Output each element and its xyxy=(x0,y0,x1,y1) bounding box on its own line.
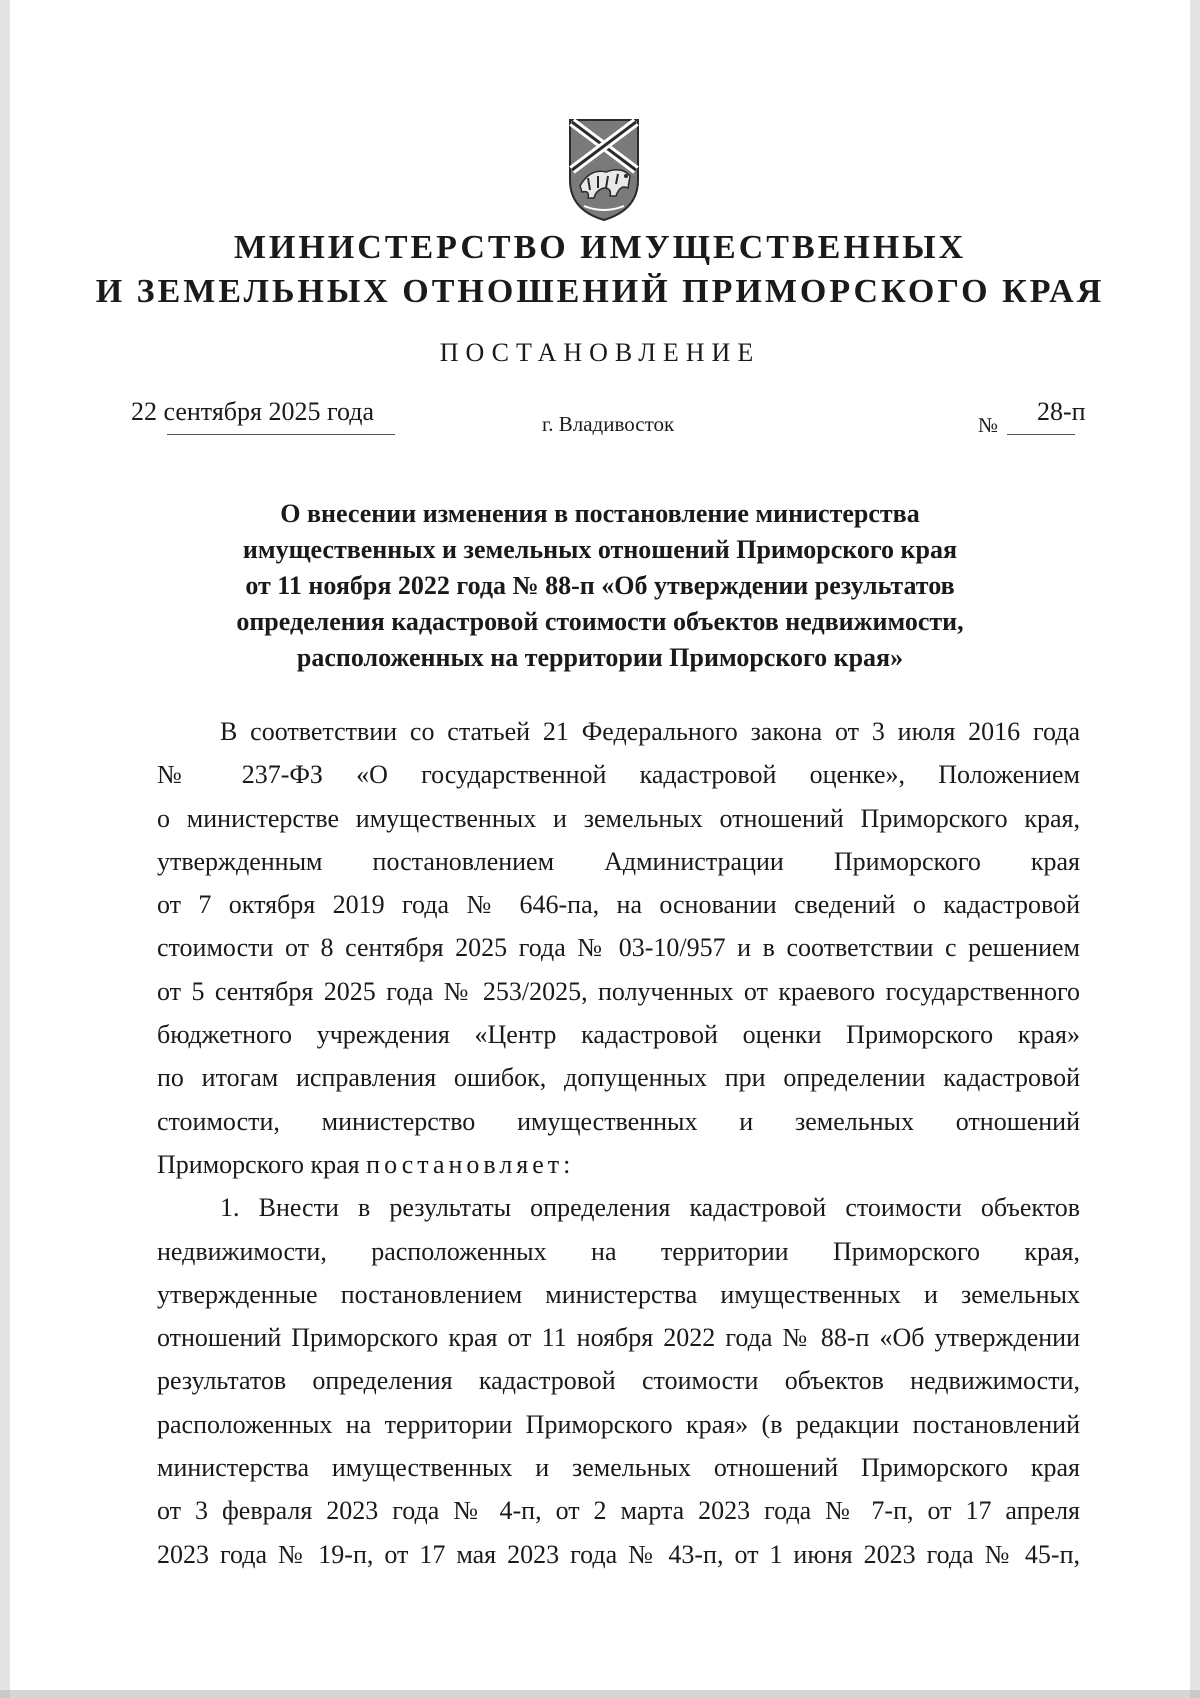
body-line: бюджетного учреждения «Центр кадастровой оценки Приморского края» xyxy=(157,1020,1080,1050)
body-line: стоимости от 8 сентября 2025 года № 03-10/957 и в соответствии с решением xyxy=(157,933,1080,963)
document-date: 22 сентября 2025 года xyxy=(131,397,375,426)
resolves-word: постановляет: xyxy=(366,1149,575,1179)
body-line: министерства имущественных и земельных отношений Приморского края xyxy=(157,1453,1080,1483)
body-line: от 3 февраля 2023 года № 4-п, от 2 марта 2023 года № 7-п, от 17 апреля xyxy=(157,1496,1080,1526)
body-line: от 7 октября 2019 года № 646-па, на основании сведений о кадастровой xyxy=(157,890,1080,920)
ministry-title xyxy=(60,226,1140,314)
document-kind: ПОСТАНОВЛЕНИЕ xyxy=(439,338,761,367)
body-line: отношений Приморского края от 11 ноября 2022 года № 88-п «Об утверждении xyxy=(157,1323,1080,1353)
scan-edge-right xyxy=(1190,0,1200,1698)
body-line-resolves xyxy=(157,1143,1080,1186)
subject-line: определения кадастровой стоимости объектов недвижимости, xyxy=(236,607,964,636)
date-underline xyxy=(167,434,395,435)
subject-line: от 11 ноября 2022 года № 88-п «Об утверждении результатов xyxy=(245,571,955,600)
body-line: недвижимости, расположенных на территории Приморского края, xyxy=(157,1236,1080,1266)
body-line: В соответствии со статьей 21 Федерального закона от 3 июля 2016 года xyxy=(220,717,1080,746)
body-line: 2023 года № 19-п, от 17 мая 2023 года № 43-п, от 1 июня 2023 года № 45-п, xyxy=(157,1539,1080,1569)
document-number: 28-п xyxy=(1037,397,1086,426)
coat-of-arms-emblem xyxy=(568,118,640,222)
number-sign: № xyxy=(978,413,999,437)
subject-line: расположенных на территории Приморского края» xyxy=(296,643,904,672)
scan-edge-bottom xyxy=(0,1690,1200,1698)
scan-edge-left xyxy=(0,0,10,1698)
ministry-title-line-1: МИНИСТЕРСТВО ИМУЩЕСТВЕННЫХ xyxy=(233,229,967,266)
number-underline xyxy=(1007,434,1075,435)
subject-line: О внесении изменения в постановление министерства xyxy=(280,499,920,528)
ministry-title-line-2: И ЗЕМЕЛЬНЫХ ОТНОШЕНИЙ ПРИМОРСКОГО КРАЯ xyxy=(95,273,1105,310)
body-line: утвержденные постановлением министерства имущественных и земельных xyxy=(157,1279,1080,1309)
document-subject xyxy=(120,496,1080,676)
document-city: г. Владивосток xyxy=(542,412,675,436)
subject-line: имущественных и земельных отношений Приморского края xyxy=(242,535,958,564)
document-body xyxy=(157,710,1080,1576)
body-line: по итогам исправления ошибок, допущенных при определении кадастровой xyxy=(157,1063,1080,1093)
body-line: 1. Внести в результаты определения кадастровой стоимости объектов xyxy=(220,1193,1080,1223)
body-line: результатов определения кадастровой стоимости объектов недвижимости, xyxy=(157,1366,1080,1396)
body-line: № 237-ФЗ «О государственной кадастровой оценке», Положением xyxy=(157,760,1080,790)
body-line: стоимости, министерство имущественных и земельных отношений xyxy=(157,1106,1080,1136)
body-line: расположенных на территории Приморского края» (в редакции постановлений xyxy=(157,1409,1080,1439)
body-line: от 5 сентября 2025 года № 253/2025, полученных от краевого государственного xyxy=(157,976,1080,1006)
body-line: Приморского края xyxy=(157,1149,360,1179)
body-line: о министерстве имущественных и земельных отношений Приморского края, xyxy=(157,803,1080,833)
body-line: утвержденным постановлением Администрации Приморского края xyxy=(157,846,1080,876)
